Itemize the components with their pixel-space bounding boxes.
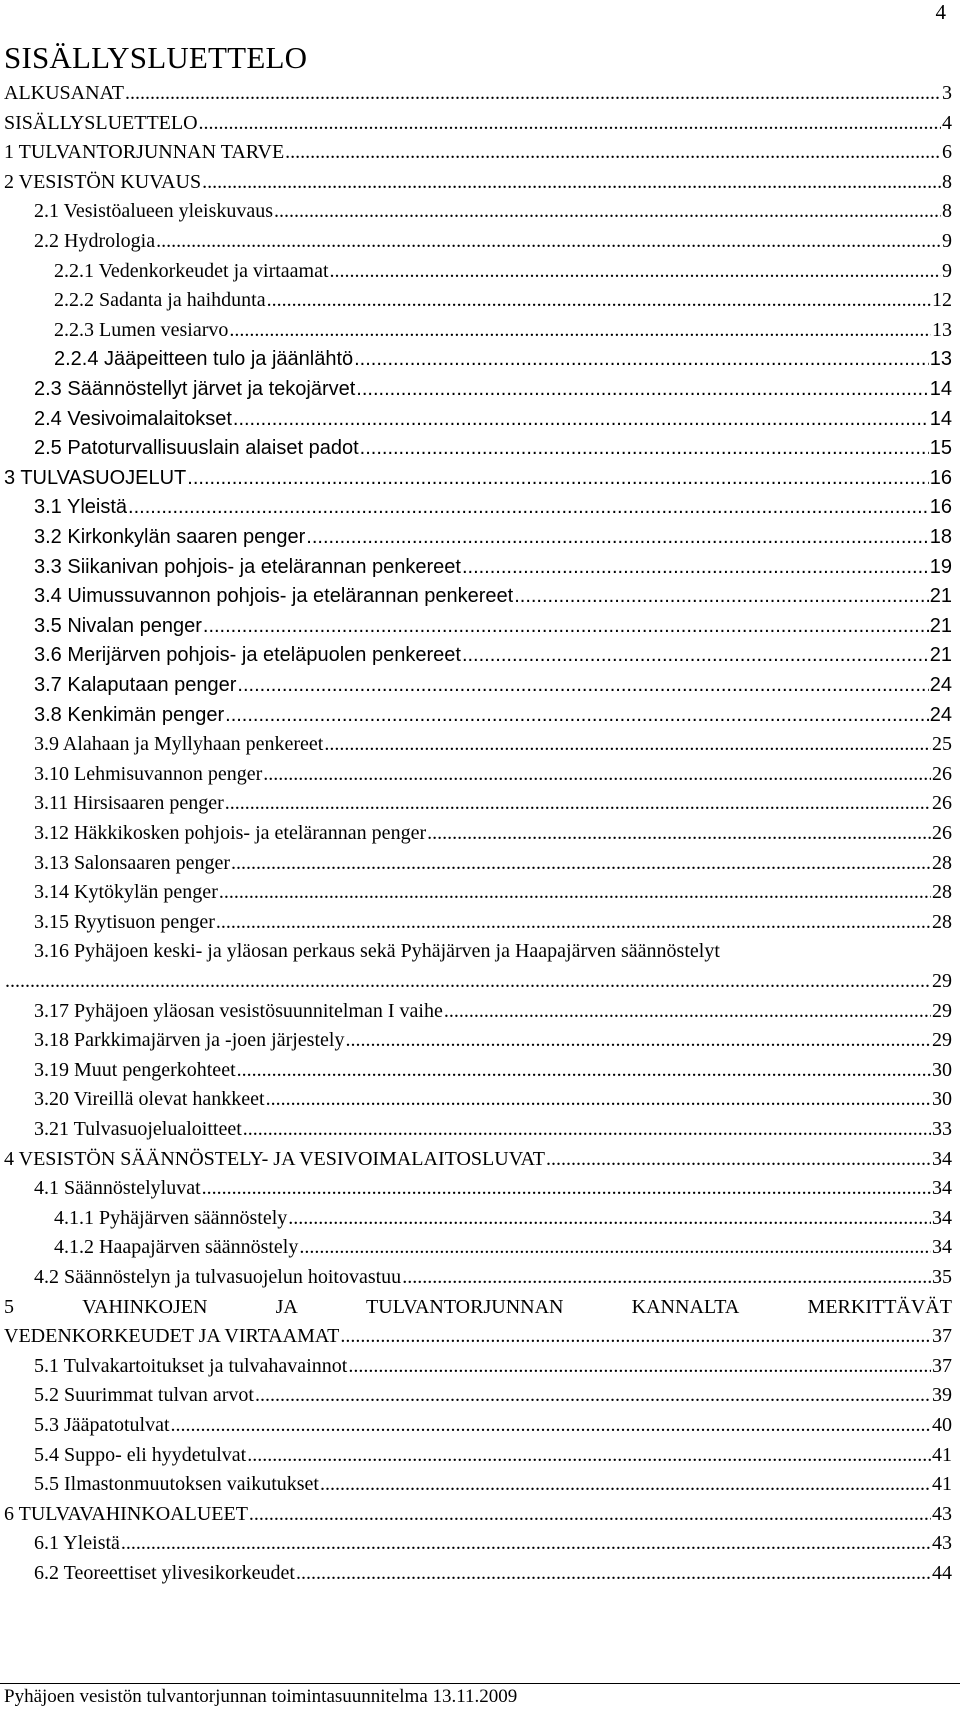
toc-entry-page: 13	[932, 318, 952, 341]
toc-entry-page: 30	[932, 1088, 952, 1111]
toc-entry-page: 41	[932, 1443, 952, 1466]
toc-entry[interactable]	[34, 730, 952, 758]
toc-entry[interactable]	[34, 405, 952, 433]
toc-entry[interactable]	[34, 641, 952, 669]
toc-entry-page: 29	[932, 999, 952, 1022]
toc-entry-page: 34	[932, 1147, 952, 1170]
table-of-contents	[0, 79, 960, 1639]
toc-entry[interactable]	[4, 1500, 952, 1528]
toc-entry-label: 3.1 Yleistä	[34, 496, 128, 519]
toc-entry-label: 2.2.2 Sadanta ja haihdunta	[54, 289, 266, 312]
toc-entry-page: 18	[929, 526, 952, 548]
toc-entry-page: 26	[932, 762, 952, 785]
toc-entry[interactable]	[34, 1174, 952, 1202]
toc-entry[interactable]	[34, 523, 952, 551]
toc-dot-leader	[514, 582, 929, 610]
toc-entry-word: 5	[4, 1295, 14, 1318]
toc-dot-leader	[266, 1085, 931, 1113]
toc-dot-leader	[202, 168, 941, 196]
toc-entry-label: 6.1 Yleistä	[34, 1532, 120, 1555]
toc-dot-leader	[187, 464, 928, 492]
toc-entry[interactable]	[54, 257, 952, 285]
toc-entry-label: VEDENKORKEUDET JA VIRTAAMAT	[4, 1325, 340, 1348]
toc-dot-leader	[345, 1026, 931, 1054]
toc-entry[interactable]	[34, 553, 952, 581]
toc-entry-page: 15	[929, 437, 952, 460]
footer-divider	[0, 1683, 960, 1684]
toc-entry-label: 5.4 Suppo- eli hyydetulvat	[34, 1443, 247, 1466]
toc-entry[interactable]	[34, 1056, 952, 1084]
toc-dot-leader	[427, 819, 931, 847]
toc-dot-leader	[444, 997, 931, 1025]
toc-dot-leader	[255, 1381, 931, 1409]
toc-entry-page: 25	[932, 733, 952, 756]
toc-dot-leader	[225, 701, 929, 729]
toc-entry[interactable]	[34, 760, 952, 788]
toc-dot-leader	[546, 1145, 931, 1173]
page-title: SISÄLLYSLUETTELO	[4, 40, 308, 75]
toc-entry-page: 33	[932, 1118, 952, 1140]
toc-entry-label: 3 TULVASUOJELUT	[4, 466, 187, 489]
toc-dot-leader	[237, 671, 928, 699]
toc-dot-leader	[203, 612, 929, 640]
toc-entry[interactable]	[4, 109, 952, 137]
toc-entry-label: 5.2 Suurimmat tulvan arvot	[34, 1384, 254, 1407]
toc-entry-word: TULVANTORJUNNAN	[366, 1295, 564, 1318]
toc-entry-label: 2 VESISTÖN KUVAUS	[4, 170, 202, 193]
toc-entry[interactable]	[34, 1411, 952, 1439]
toc-dot-leader	[462, 553, 929, 581]
toc-entry-label: 2.2.4 Jääpeitteen tulo ja jäänlähtö	[54, 348, 354, 371]
toc-entry-label-line[interactable]	[34, 937, 720, 965]
toc-dot-leader	[121, 1529, 931, 1557]
toc-dot-leader	[5, 967, 931, 995]
toc-entry-page: 43	[932, 1502, 952, 1525]
toc-dot-leader	[354, 345, 929, 373]
toc-entry-label: 3.6 Merijärven pohjois- ja eteläpuolen penkereet	[34, 644, 461, 667]
toc-entry-label: 5.3 Jääpatotulvat	[34, 1414, 170, 1436]
toc-entry-page: 3	[942, 82, 952, 104]
toc-entry[interactable]	[34, 701, 952, 729]
toc-entry[interactable]	[54, 1204, 952, 1232]
toc-entry-label: 3.12 Häkkikosken pohjois- ja etelärannan penger	[34, 822, 427, 844]
toc-entry-page: 12	[932, 289, 952, 312]
toc-entry-label: ALKUSANAT	[4, 82, 124, 104]
toc-dot-leader	[237, 1056, 931, 1084]
toc-entry-line1[interactable]	[4, 1293, 952, 1321]
toc-dot-leader	[402, 1263, 931, 1291]
toc-entry-word: MERKITTÄVÄT	[807, 1295, 952, 1318]
toc-entry[interactable]	[4, 1322, 952, 1350]
toc-entry-word: KANNALTA	[631, 1295, 740, 1318]
toc-entry-label: 3.18 Parkkimajärven ja -joen järjestely	[34, 1029, 345, 1052]
toc-entry-label: 1 TULVANTORJUNNAN TARVE	[4, 141, 285, 164]
toc-entry-page: 14	[929, 407, 952, 430]
toc-entry[interactable]	[34, 1115, 952, 1143]
toc-dot-leader	[231, 849, 931, 877]
toc-entry[interactable]	[34, 434, 952, 462]
toc-entry[interactable]	[34, 375, 952, 403]
toc-entry[interactable]	[34, 197, 952, 225]
toc-entry[interactable]	[4, 138, 952, 166]
toc-entry[interactable]	[34, 612, 952, 640]
toc-entry[interactable]	[4, 168, 952, 196]
toc-dot-leader	[462, 641, 929, 669]
toc-entry-page: 19	[929, 555, 952, 578]
toc-entry-label: 2.4 Vesivoimalaitokset	[34, 407, 232, 430]
toc-entry-page: 37	[932, 1354, 952, 1377]
toc-entry-label: 4 VESISTÖN SÄÄNNÖSTELY- JA VESIVOIMALAITOSLUVAT	[4, 1147, 545, 1170]
toc-entry[interactable]	[34, 1381, 952, 1409]
toc-entry-page: 24	[929, 703, 952, 726]
toc-entry[interactable]	[34, 1352, 952, 1380]
toc-dot-leader	[219, 878, 931, 906]
toc-entry-page: 28	[932, 881, 952, 904]
toc-entry-page: 8	[942, 200, 952, 223]
toc-entry-page: 21	[929, 614, 952, 637]
toc-entry-page: 28	[932, 851, 952, 874]
toc-dot-leader	[202, 1174, 931, 1202]
toc-dot-leader	[267, 286, 931, 314]
toc-entry-label: 3.4 Uimussuvannon pohjois- ja etelärannan penkereet	[34, 585, 514, 608]
toc-dot-leader	[125, 79, 941, 107]
toc-dot-leader	[247, 1441, 931, 1469]
toc-entry[interactable]	[34, 227, 952, 255]
toc-entry-label: 2.3 Säännöstellyt järvet ja tekojärvet	[34, 378, 356, 400]
toc-entry-label: 3.2 Kirkonkylän saaren penger	[34, 526, 306, 548]
toc-entry-label: 4.1.2 Haapajärven säännöstely	[54, 1236, 299, 1259]
toc-entry[interactable]	[34, 1441, 952, 1469]
toc-entry-page: 26	[932, 822, 952, 844]
toc-entry[interactable]	[34, 493, 952, 521]
toc-dot-leader	[233, 405, 929, 433]
toc-entry-page: 13	[929, 348, 952, 371]
toc-entry[interactable]	[54, 345, 952, 373]
toc-entry-page: 4	[942, 111, 952, 134]
toc-entry-label: 6 TULVAVAHINKOALUEET	[4, 1502, 248, 1525]
toc-entry[interactable]	[34, 1529, 952, 1557]
toc-entry-label: 3.11 Hirsisaaren penger	[34, 792, 224, 815]
toc-entry-label: 3.5 Nivalan penger	[34, 614, 202, 637]
toc-dot-leader	[348, 1352, 931, 1380]
toc-entry-word: JA	[275, 1295, 298, 1318]
toc-entry[interactable]	[54, 1233, 952, 1261]
toc-entry[interactable]	[34, 997, 952, 1025]
toc-entry[interactable]	[54, 316, 952, 344]
toc-entry[interactable]	[54, 286, 952, 314]
toc-entry-label: 4.1.1 Pyhäjärven säännöstely	[54, 1206, 288, 1229]
toc-entry-page: 43	[932, 1532, 952, 1555]
toc-entry[interactable]	[34, 1085, 952, 1113]
toc-entry-label: 2.1 Vesistöalueen yleiskuvaus	[34, 200, 274, 223]
toc-dot-leader	[320, 1470, 931, 1498]
toc-dot-leader	[128, 493, 929, 521]
toc-entry[interactable]	[34, 582, 952, 610]
toc-entry-label: 3.15 Ryytisuon penger	[34, 910, 215, 933]
toc-entry[interactable]	[4, 464, 952, 492]
toc-entry[interactable]	[34, 908, 952, 936]
toc-entry[interactable]	[4, 967, 952, 995]
toc-dot-leader	[229, 316, 931, 344]
toc-entry-page: 9	[942, 259, 952, 282]
toc-entry[interactable]	[34, 789, 952, 817]
toc-dot-leader	[330, 257, 941, 285]
toc-dot-leader	[299, 1233, 931, 1261]
toc-entry[interactable]	[34, 1559, 952, 1587]
toc-entry-label: 5.5 Ilmastonmuutoksen vaikutukset	[34, 1473, 319, 1496]
toc-entry[interactable]	[4, 79, 952, 107]
toc-entry[interactable]	[34, 1470, 952, 1498]
toc-entry-label: 3.3 Siikanivan pohjois- ja etelärannan penkereet	[34, 555, 461, 578]
toc-entry-page: 34	[932, 1206, 952, 1229]
toc-entry-label: 2.2.3 Lumen vesiarvo	[54, 318, 229, 341]
toc-entry-page: 40	[932, 1414, 952, 1436]
toc-dot-leader	[324, 730, 931, 758]
toc-entry-page: 30	[932, 1058, 952, 1081]
toc-entry-word: VAHINKOJEN	[82, 1295, 208, 1318]
toc-entry[interactable]	[34, 819, 952, 847]
toc-entry-label: 6.2 Teoreettiset ylivesikorkeudet	[34, 1562, 295, 1584]
toc-entry-page: 29	[932, 970, 952, 992]
toc-entry-label: 2.5 Patoturvallisuuslain alaiset padot	[34, 437, 359, 460]
toc-dot-leader	[199, 109, 941, 137]
toc-entry[interactable]	[34, 1263, 952, 1291]
toc-dot-leader	[274, 197, 941, 225]
toc-entry[interactable]	[34, 849, 952, 877]
toc-dot-leader	[216, 908, 931, 936]
toc-dot-leader	[356, 375, 928, 403]
footer-text: Pyhäjoen vesistön tulvantorjunnan toimintasuunnitelma 13.11.2009	[4, 1686, 518, 1707]
toc-dot-leader	[243, 1115, 931, 1143]
toc-entry-page: 34	[932, 1236, 952, 1259]
toc-entry-label: 2.2 Hydrologia	[34, 230, 156, 252]
toc-entry-page: 14	[929, 378, 952, 400]
toc-entry-label: SISÄLLYSLUETTELO	[4, 111, 198, 134]
toc-entry-label: 3.9 Alahaan ja Myllyhaan penkereet	[34, 733, 324, 756]
toc-entry-label: 2.2.1 Vedenkorkeudet ja virtaamat	[54, 259, 329, 282]
toc-entry-page: 24	[929, 674, 952, 696]
toc-dot-leader	[263, 760, 931, 788]
toc-entry[interactable]	[34, 1026, 952, 1054]
toc-entry-page: 21	[929, 644, 952, 667]
toc-dot-leader	[306, 523, 928, 551]
toc-dot-leader	[340, 1322, 931, 1350]
toc-entry-page: 34	[932, 1177, 952, 1200]
toc-dot-leader	[171, 1411, 931, 1439]
toc-dot-leader	[288, 1204, 931, 1232]
page-number: 4	[935, 0, 946, 24]
toc-entry-label: 3.21 Tulvasuojelualoitteet	[34, 1118, 242, 1140]
toc-entry[interactable]	[4, 1145, 952, 1173]
toc-entry-page: 29	[932, 1029, 952, 1052]
toc-entry-label: 3.7 Kalaputaan penger	[34, 674, 237, 696]
toc-entry-label: 3.16 Pyhäjoen keski- ja yläosan perkaus sekä Pyhäjärven ja Haapajärven säännöstelyt	[34, 940, 720, 963]
toc-entry-label: 3.14 Kytökylän penger	[34, 881, 218, 904]
toc-entry-label: 3.19 Muut pengerkohteet	[34, 1058, 236, 1081]
toc-entry-label: 3.17 Pyhäjoen yläosan vesistösuunnitelman I vaihe	[34, 999, 443, 1022]
toc-entry-page: 21	[929, 585, 952, 608]
toc-dot-leader	[156, 227, 941, 255]
toc-entry-label: 3.8 Kenkimän penger	[34, 703, 225, 726]
toc-dot-leader	[285, 138, 941, 166]
toc-entry-label: 5.1 Tulvakartoitukset ja tulvahavainnot	[34, 1354, 348, 1377]
toc-entry-page: 37	[932, 1325, 952, 1348]
toc-entry-page: 16	[929, 496, 952, 519]
toc-dot-leader	[249, 1500, 931, 1528]
toc-dot-leader	[360, 434, 929, 462]
toc-dot-leader	[296, 1559, 931, 1587]
toc-entry[interactable]	[34, 671, 952, 699]
toc-entry-page: 16	[929, 466, 952, 489]
toc-entry-label: 4.2 Säännöstelyn ja tulvasuojelun hoitovastuu	[34, 1266, 402, 1288]
toc-entry-page: 35	[932, 1266, 952, 1288]
toc-entry-label: 3.13 Salonsaaren penger	[34, 851, 231, 874]
toc-entry-label: 3.20 Vireillä olevat hankkeet	[34, 1088, 265, 1111]
toc-entry-page: 39	[932, 1384, 952, 1407]
toc-entry-page: 6	[942, 141, 952, 164]
toc-entry-page: 28	[932, 910, 952, 933]
toc-entry-label: 3.10 Lehmisuvannon penger	[34, 762, 263, 785]
toc-dot-leader	[225, 789, 931, 817]
toc-entry-page: 8	[942, 170, 952, 193]
toc-entry-page: 44	[932, 1562, 952, 1584]
toc-entry[interactable]	[34, 878, 952, 906]
toc-entry-page: 26	[932, 792, 952, 815]
toc-entry-page: 9	[942, 230, 952, 252]
toc-entry-label: 4.1 Säännöstelyluvat	[34, 1177, 201, 1200]
toc-entry-page: 41	[932, 1473, 952, 1496]
